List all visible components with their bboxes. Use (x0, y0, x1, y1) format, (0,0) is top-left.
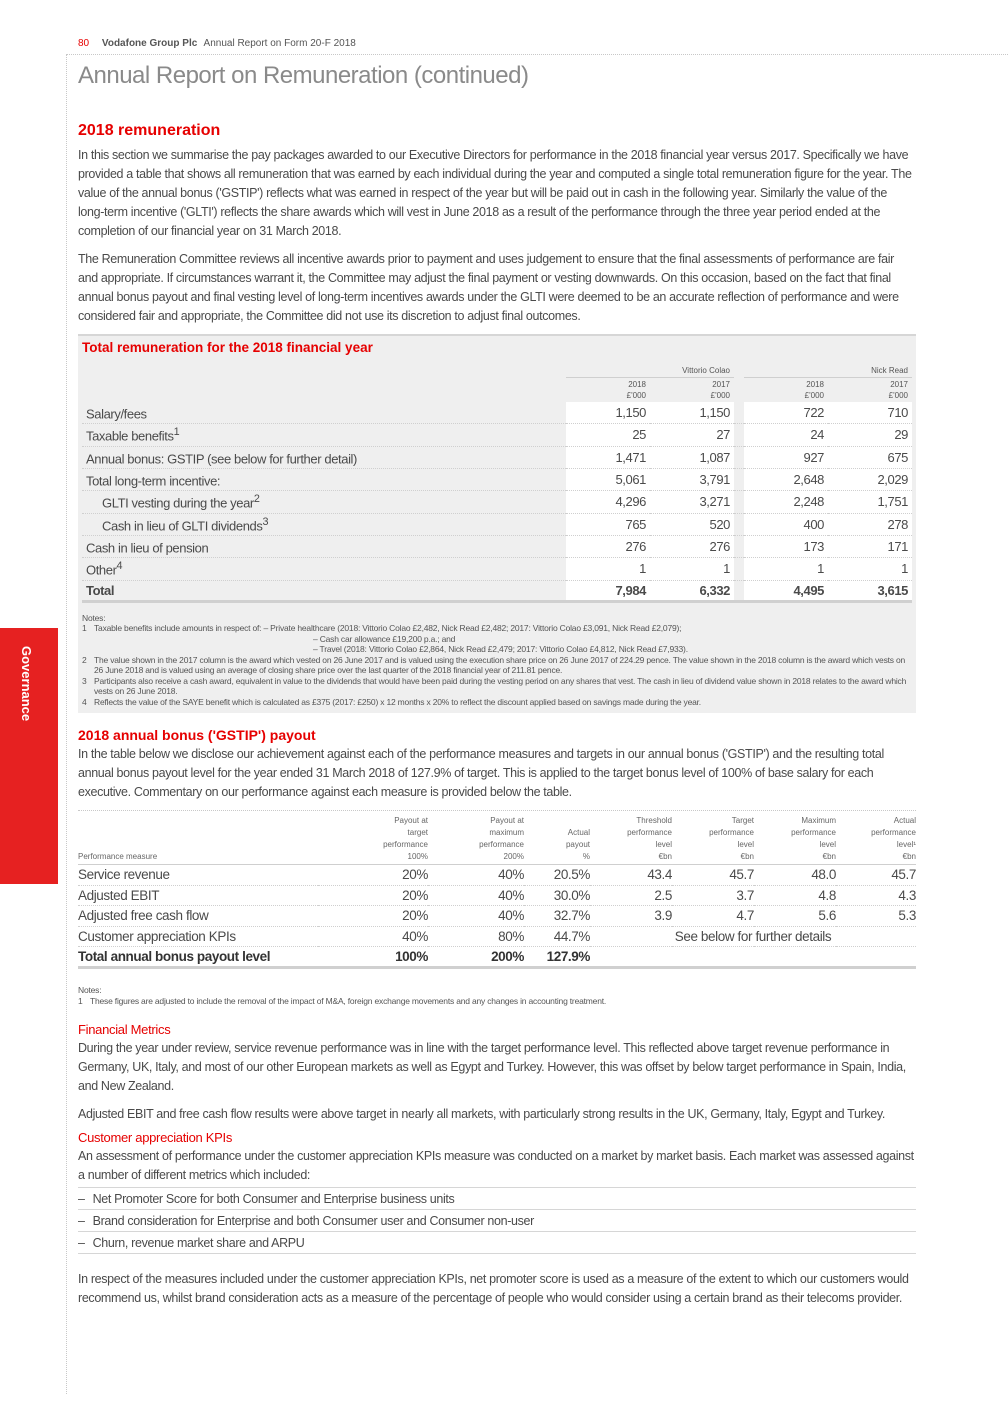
column-year: 2017 (890, 380, 908, 389)
bonus-paragraph: In the table below we disclose our achievement against each of the performance measures and targets in our annual bonus ('GSTIP') and the resulting total annual bonus payout level for the year ended 31 March 2018 of 127.9% of target. This is applied to the target bonus level of 100% of base salary for each executive. Commentary on our performance against each measure is provided below the table. (78, 747, 884, 800)
table-cell: 5,061 (566, 468, 650, 490)
table-cell: 927 (744, 446, 828, 468)
publication-name: Annual Report on Form 20-F 2018 (203, 38, 356, 49)
header-payout-target (318, 814, 428, 865)
note-item (82, 676, 912, 697)
text (78, 810, 916, 1006)
table-row (82, 513, 912, 535)
table-cell: 127.9% (524, 947, 590, 968)
table-cell: 48.0 (754, 865, 836, 886)
column-group-vittorio-colao: Vittorio Colao (566, 361, 734, 378)
table-header-cell (828, 378, 912, 403)
table-row-total (82, 580, 912, 601)
notes-label: Notes: (82, 612, 106, 623)
text: Target (731, 816, 754, 826)
row-label (82, 535, 566, 557)
text: – (78, 1214, 85, 1229)
text: performance (871, 828, 916, 838)
table-cell: 1 (650, 558, 734, 580)
kpi-metrics-list (78, 1187, 916, 1254)
table-cell: 29 (828, 424, 912, 446)
text: Taxable benefits (86, 428, 174, 444)
table-cell (734, 580, 744, 601)
section-heading-2018-remuneration: 2018 remuneration (78, 122, 221, 139)
table-cell (734, 446, 744, 468)
customer-kpis-heading: Customer appreciation KPIs (78, 1130, 233, 1146)
table-header-cell (82, 361, 566, 378)
table-cell: 710 (828, 402, 912, 424)
row-label (82, 446, 566, 468)
table-cell: 5.6 (754, 906, 836, 927)
list-item (78, 1209, 916, 1231)
table-cell: 2,248 (744, 491, 828, 513)
column-year: 2018 (628, 380, 646, 389)
text: Payout at (490, 816, 524, 826)
note-item (82, 623, 912, 634)
column-unit: £'000 (888, 391, 908, 400)
table-cell: 20% (318, 906, 428, 927)
table-cell: 100% (318, 947, 428, 968)
table-row (78, 885, 916, 906)
text: level (737, 840, 754, 850)
bonus-table (78, 814, 916, 969)
text: Annual bonus: GSTIP (see below for further detail) (86, 450, 357, 466)
table-cell: Adjusted free cash flow (78, 906, 318, 927)
table-row (82, 535, 912, 557)
table-row (82, 468, 912, 490)
table-cell: See below for further details (590, 926, 916, 947)
table-cell: 20% (318, 885, 428, 906)
financial-metrics-paragraph-2: Adjusted EBIT and free cash flow results were above target in nearly all markets, with particularly strong results in the UK, Germany, Italy, Egypt and Turkey. (78, 1107, 886, 1122)
header-payout-maximum (428, 814, 524, 865)
table-header-cell (744, 378, 828, 403)
text: Actual (893, 816, 916, 826)
table-cell: 4,495 (744, 580, 828, 601)
table-cell: 1,471 (566, 446, 650, 468)
table-cell: 25 (566, 424, 650, 446)
table-cell: 4,296 (566, 491, 650, 513)
table-cell: 276 (650, 535, 734, 557)
text: Actual (567, 828, 590, 838)
table-cell: 44.7% (524, 926, 590, 947)
text: 1 (78, 995, 83, 1006)
row-label (82, 402, 566, 424)
table-cell: 20% (318, 865, 428, 886)
financial-metrics-paragraph-1: During the year under review, service revenue performance was in line with the target performance level. This reflected above target revenue performance in Germany, UK, Italy, and most of our other European markets as well as Egypt and Turkey. However, this was offset by below target performance in Spain, India, and New Zealand. (78, 1041, 906, 1094)
text: €bn (658, 852, 672, 862)
table-cell: 32.7% (524, 906, 590, 927)
table-cell: 278 (828, 513, 912, 535)
intro-paragraph: In this section we summarise the pay packages awarded to our Executive Directors for performance in the 2018 financial year versus 2017. Specifically we have provided a table that shows all remuneration that was earned by each individual during the year and computed a single total remuneration figure for the year. The value of the annual bonus ('GSTIP') reflects what was earned in respect of the year but will be paid out in cash in the following year. Similarly the value of the long-term incentive ('GLTI') reflects the share awards which will vest in June 2018 as a result of the performance through the three year period ended at the completion of our financial year on 31 March 2018. (78, 148, 912, 238)
text: performance (479, 840, 524, 850)
table-cell (734, 535, 744, 557)
column-year: 2017 (712, 380, 730, 389)
text: 3 (82, 675, 87, 686)
note-item (78, 996, 916, 1007)
table-cell: 2,648 (744, 468, 828, 490)
text: Churn, revenue market share and ARPU (92, 1236, 305, 1251)
table-cell: 5.3 (836, 906, 916, 927)
table-row (82, 446, 912, 468)
header-target-level (672, 814, 754, 865)
footnote-marker: 3 (262, 515, 269, 528)
section-tab-label: Governance (19, 646, 34, 722)
text: Total long-term incentive: (86, 473, 221, 489)
text: Total (86, 582, 115, 598)
header-threshold-level (590, 814, 672, 865)
text (78, 727, 916, 802)
table-cell: 40% (428, 906, 524, 927)
text: performance (791, 828, 836, 838)
footnote-marker: 4 (116, 560, 123, 573)
text: €bn (822, 852, 836, 862)
table-cell: 24 (744, 424, 828, 446)
table-cell: 40% (428, 865, 524, 886)
column-year: 2018 (806, 380, 824, 389)
text (78, 1130, 916, 1308)
table-row (82, 402, 912, 424)
text: level¹ (896, 840, 916, 850)
text: % (582, 852, 590, 862)
running-header (78, 38, 356, 49)
text: 4 (82, 696, 87, 707)
table-cell: 7,984 (566, 580, 650, 601)
page-number: 80 (78, 38, 90, 49)
customer-kpis-paragraph-1: An assessment of performance under the customer appreciation KPIs measure was conducted on a market by market basis. Each market was assessed against a number of different metrics which included: (78, 1149, 914, 1183)
table-cell: 27 (650, 424, 734, 446)
main-content (78, 122, 916, 1308)
text: 2 (82, 654, 87, 665)
table-cell: 20.5% (524, 865, 590, 886)
table-cell: 45.7 (836, 865, 916, 886)
text: Cash in lieu of pension (86, 540, 209, 556)
page-title: Annual Report on Remuneration (continued) (78, 62, 529, 89)
table-row (82, 424, 912, 446)
row-label (82, 513, 566, 535)
table-cell: 173 (744, 535, 828, 557)
section-heading-annual-bonus: 2018 annual bonus ('GSTIP') payout (78, 727, 316, 744)
column-unit: £'000 (626, 391, 646, 400)
table-cell: 675 (828, 446, 912, 468)
table-cell: 6,332 (650, 580, 734, 601)
text: Taxable benefits include amounts in respect of: – Private healthcare (2018: Vittorio Colao £2,482, Nick Read £2,482; 2017: Vittorio Colao £3,091, Nick Read £2,079); (94, 623, 682, 634)
text: Participants also receive a cash award, equivalent in value to the dividends that would have been paid during the vesting period on any shares that vest. The cash in lieu of dividend value shown in 2018 relates to the award which vests on 26 June 2018. (94, 675, 907, 697)
table-cell: 1,087 (650, 446, 734, 468)
text: performance (709, 828, 754, 838)
text: Payout at (394, 816, 428, 826)
table-cell: 1,150 (650, 402, 734, 424)
table-row-total (78, 947, 916, 968)
text: €bn (740, 852, 754, 862)
table-cell: 45.7 (672, 865, 754, 886)
text: – (78, 1192, 85, 1207)
table-row (82, 558, 912, 580)
table-cell: 2,029 (828, 468, 912, 490)
text: performance (383, 840, 428, 850)
table-cell: 30.0% (524, 885, 590, 906)
row-label (82, 491, 566, 513)
table-header-cell (566, 378, 650, 403)
text: payout (565, 840, 590, 850)
table-cell: 765 (566, 513, 650, 535)
table-row (78, 865, 916, 886)
text: GLTI vesting during the year (102, 495, 254, 511)
committee-paragraph: The Remuneration Committee reviews all incentive awards prior to payment and uses judgement to ensure that the final assessments of performance are fair and appropriate. If circumstances warrant it, the Committee may adjust the final payment or vesting downwards. On this occasion, based on the fact that final annual bonus payout and final vesting level of long-term incentives awards under the GLTI were deemed to be an accurate reflection of performance and were considered fair and appropriate, the Committee did not use its discretion to adjust final outcomes. (78, 252, 899, 323)
note-item (82, 655, 912, 676)
text: €bn (902, 852, 916, 862)
text: Other (86, 562, 117, 578)
row-label (82, 580, 566, 601)
text: Maximum (801, 816, 836, 826)
header-actual-level (836, 814, 916, 865)
table-cell: 276 (566, 535, 650, 557)
text: – (78, 1236, 85, 1251)
table-cell (734, 558, 744, 580)
table-cell: 4.8 (754, 885, 836, 906)
header-maximum-level (754, 814, 836, 865)
table-cell: 3,271 (650, 491, 734, 513)
table-row (78, 926, 916, 947)
table-cell (734, 491, 744, 513)
text: Threshold (636, 816, 672, 826)
text: maximum (489, 828, 524, 838)
table-cell: 43.4 (590, 865, 672, 886)
header-performance-measure: Performance measure (78, 814, 318, 865)
table-cell: 3,791 (650, 468, 734, 490)
row-label (82, 468, 566, 490)
list-item (78, 1187, 916, 1209)
table-cell: 40% (428, 885, 524, 906)
table-cell: Service revenue (78, 865, 318, 886)
table-cell (734, 402, 744, 424)
text: level (819, 840, 836, 850)
column-unit: £'000 (710, 391, 730, 400)
table-cell: 520 (650, 513, 734, 535)
table-cell: 722 (744, 402, 828, 424)
table-cell: 80% (428, 926, 524, 947)
remuneration-table (82, 361, 912, 603)
footnote-marker: 1 (173, 426, 180, 439)
list-item (78, 1231, 916, 1254)
table-header-cell (734, 378, 744, 403)
company-name: Vodafone Group Plc (101, 38, 198, 49)
table-header-cell (650, 378, 734, 403)
text: Reflects the value of the SAYE benefit which is calculated as £375 (2017: £250) x 12 months x 20% to reflect the discount applied based on savings made during the year. (94, 696, 701, 707)
text: Salary/fees (86, 406, 147, 422)
table-cell: 200% (428, 947, 524, 968)
customer-kpis-paragraph-2: In respect of the measures included under the customer appreciation KPIs, net promoter score is used as a measure of the extent to which our customers would recommend us, whilst brand consideration acts as a measure of the percentage of people who would consider using a certain brand as their telecoms provider. (78, 1272, 909, 1306)
table-cell: 3.7 (672, 885, 754, 906)
table-cell: 171 (828, 535, 912, 557)
section-tab-governance[interactable] (0, 628, 58, 884)
table-cell: 1,751 (828, 491, 912, 513)
table-cell: 1 (828, 558, 912, 580)
table-cell: Adjusted EBIT (78, 885, 318, 906)
financial-metrics-heading: Financial Metrics (78, 1022, 171, 1038)
table-cell: Total annual bonus payout level (78, 947, 318, 968)
text: performance (627, 828, 672, 838)
table-cell: 4.3 (836, 885, 916, 906)
table-cell (734, 468, 744, 490)
bonus-notes (78, 985, 916, 1006)
table-cell (734, 513, 744, 535)
table-cell (734, 424, 744, 446)
text: The value shown in the 2017 column is the award which vested on 26 June 2017 and is valued using the execution share price on 26 June 2017 of 224.29 pence. The value shown in the 2018 column is the award which vests on 26 June 2018 and is valued using an average of closing share price over the last quarter of the 2018 financial year of 211.81 pence. (94, 654, 906, 676)
text: 1 (82, 623, 87, 634)
column-group-nick-read: Nick Read (744, 361, 912, 378)
table-cell: 1 (566, 558, 650, 580)
remuneration-notes (82, 613, 912, 708)
text: These figures are adjusted to include the removal of the impact of M&A, foreign exchange movements and any changes in accounting treatment. (90, 995, 607, 1006)
table-cell (672, 947, 754, 968)
header-actual-payout (524, 814, 590, 865)
text: Brand consideration for Enterprise and both Consumer user and Consumer non-user (92, 1214, 534, 1229)
row-label (82, 424, 566, 446)
text (78, 1022, 916, 1124)
row-label (82, 558, 566, 580)
table-cell: 3,615 (828, 580, 912, 601)
text: target (407, 828, 428, 838)
footnote-marker: 2 (253, 493, 260, 506)
table-cell: 4.7 (672, 906, 754, 927)
table-cell: Customer appreciation KPIs (78, 926, 318, 947)
table-cell (590, 947, 672, 968)
total-remuneration-panel (78, 334, 916, 713)
table-cell: 1 (744, 558, 828, 580)
text: 200% (503, 852, 524, 862)
table-row (78, 906, 916, 927)
column-unit: £'000 (804, 391, 824, 400)
note-item: – Travel (2018: Vittorio Colao £2,864, Nick Read £2,479; 2017: Vittorio Colao £4,812, Nick Read £7,933). (313, 644, 688, 655)
table-cell (754, 947, 836, 968)
text: 100% (407, 852, 428, 862)
table-cell: 1,150 (566, 402, 650, 424)
note-item (82, 697, 912, 708)
text: Cash in lieu of GLTI dividends (102, 517, 263, 533)
table-cell (836, 947, 916, 968)
table-header-cell (734, 361, 744, 378)
notes-label: Notes: (78, 985, 102, 996)
table-cell: 40% (318, 926, 428, 947)
remuneration-table-title: Total remuneration for the 2018 financial year (82, 340, 373, 355)
text: Net Promoter Score for both Consumer and Enterprise business units (92, 1192, 455, 1207)
table-row (82, 491, 912, 513)
table-cell: 3.9 (590, 906, 672, 927)
table-header-cell (82, 378, 566, 403)
text: level (655, 840, 672, 850)
table-cell: 2.5 (590, 885, 672, 906)
note-item: – Cash car allowance £19,200 p.a.; and (313, 633, 456, 644)
table-cell: 400 (744, 513, 828, 535)
